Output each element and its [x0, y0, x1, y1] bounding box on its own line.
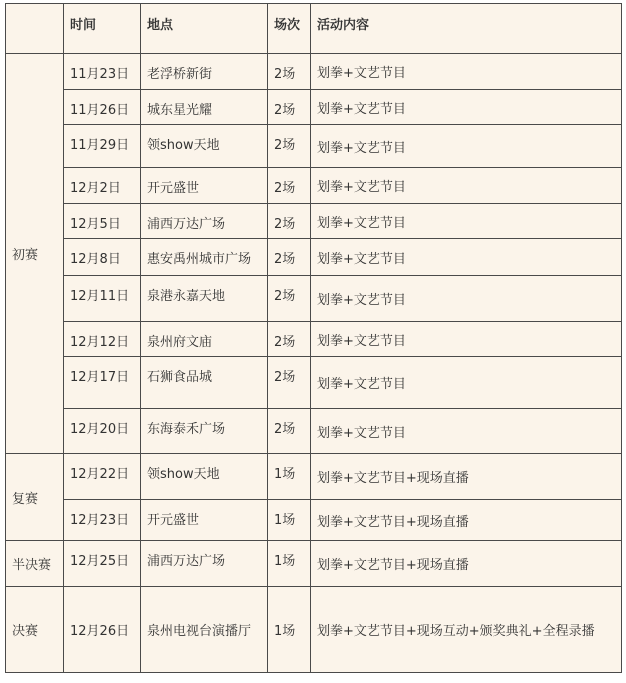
row-place: 泉港永嘉天地: [141, 276, 268, 322]
row-sessions: 1场: [268, 541, 311, 587]
row-place: 浦西万达广场: [141, 541, 268, 587]
header-place: 地点: [141, 4, 268, 54]
table-row: [6, 454, 622, 500]
row-sessions: 2场: [268, 239, 311, 276]
row-sessions: 2场: [268, 54, 311, 90]
row-content: 划拳+文艺节目: [311, 322, 622, 357]
row-content: 划拳+文艺节目: [311, 204, 622, 239]
row-time: 12月17日: [64, 357, 141, 409]
table-row: [6, 239, 622, 276]
row-time: 11月26日: [64, 90, 141, 125]
row-time: 12月22日: [64, 454, 141, 500]
row-sessions: 2场: [268, 409, 311, 454]
header-sessions: 场次: [268, 4, 311, 54]
row-place: 东海泰禾广场: [141, 409, 268, 454]
row-time: 11月23日: [64, 54, 141, 90]
row-time: 12月20日: [64, 409, 141, 454]
row-content: 划拳+文艺节目: [311, 90, 622, 125]
header-time: 时间: [64, 4, 141, 54]
header-row: [6, 4, 622, 54]
stage-prelim: 初赛: [6, 54, 64, 454]
stage-semifinal: 半决赛: [6, 541, 64, 587]
row-place: 城东星光耀: [141, 90, 268, 125]
table-row: [6, 357, 622, 409]
row-content: 划拳+文艺节目: [311, 276, 622, 322]
row-place: 浦西万达广场: [141, 204, 268, 239]
row-sessions: 2场: [268, 90, 311, 125]
table-row: [6, 54, 622, 90]
header-stage: [6, 4, 64, 54]
table-row: [6, 409, 622, 454]
row-content: 划拳+文艺节目: [311, 125, 622, 168]
row-sessions: 2场: [268, 125, 311, 168]
row-content: 划拳+文艺节目: [311, 357, 622, 409]
table-row: [6, 90, 622, 125]
row-sessions: 1场: [268, 454, 311, 500]
row-content: 划拳+文艺节目+现场直播: [311, 500, 622, 541]
table-row: [6, 125, 622, 168]
row-content: 划拳+文艺节目+现场互动+颁奖典礼+全程录播: [311, 587, 622, 673]
table-row: [6, 500, 622, 541]
row-content: 划拳+文艺节目: [311, 409, 622, 454]
row-place: 泉州府文庙: [141, 322, 268, 357]
row-place: 惠安禹州城市广场: [141, 239, 268, 276]
row-time: 12月25日: [64, 541, 141, 587]
row-time: 12月8日: [64, 239, 141, 276]
row-time: 12月12日: [64, 322, 141, 357]
row-place: 领show天地: [141, 454, 268, 500]
row-sessions: 2场: [268, 276, 311, 322]
table-row: [6, 276, 622, 322]
row-place: 泉州电视台演播厅: [141, 587, 268, 673]
row-content: 划拳+文艺节目+现场直播: [311, 454, 622, 500]
row-place: 开元盛世: [141, 168, 268, 204]
table-row: [6, 587, 622, 673]
row-time: 12月26日: [64, 587, 141, 673]
row-place: 老浮桥新街: [141, 54, 268, 90]
row-content: 划拳+文艺节目: [311, 54, 622, 90]
row-sessions: 2场: [268, 322, 311, 357]
row-time: 12月5日: [64, 204, 141, 239]
row-time: 12月11日: [64, 276, 141, 322]
stage-rematch: 复赛: [6, 454, 64, 541]
row-time: 11月29日: [64, 125, 141, 168]
table-row: [6, 541, 622, 587]
row-content: 划拳+文艺节目: [311, 168, 622, 204]
row-place: 开元盛世: [141, 500, 268, 541]
row-time: 12月2日: [64, 168, 141, 204]
header-content: 活动内容: [311, 4, 622, 54]
row-sessions: 2场: [268, 168, 311, 204]
row-place: 领show天地: [141, 125, 268, 168]
table-row: [6, 168, 622, 204]
row-time: 12月23日: [64, 500, 141, 541]
row-sessions: 2场: [268, 204, 311, 239]
row-sessions: 1场: [268, 587, 311, 673]
table-row: [6, 322, 622, 357]
row-content: 划拳+文艺节目+现场直播: [311, 541, 622, 587]
row-content: 划拳+文艺节目: [311, 239, 622, 276]
table-row: [6, 204, 622, 239]
stage-final: 决赛: [6, 587, 64, 673]
row-sessions: 2场: [268, 357, 311, 409]
row-place: 石狮食品城: [141, 357, 268, 409]
row-sessions: 1场: [268, 500, 311, 541]
schedule-table: [5, 3, 622, 673]
